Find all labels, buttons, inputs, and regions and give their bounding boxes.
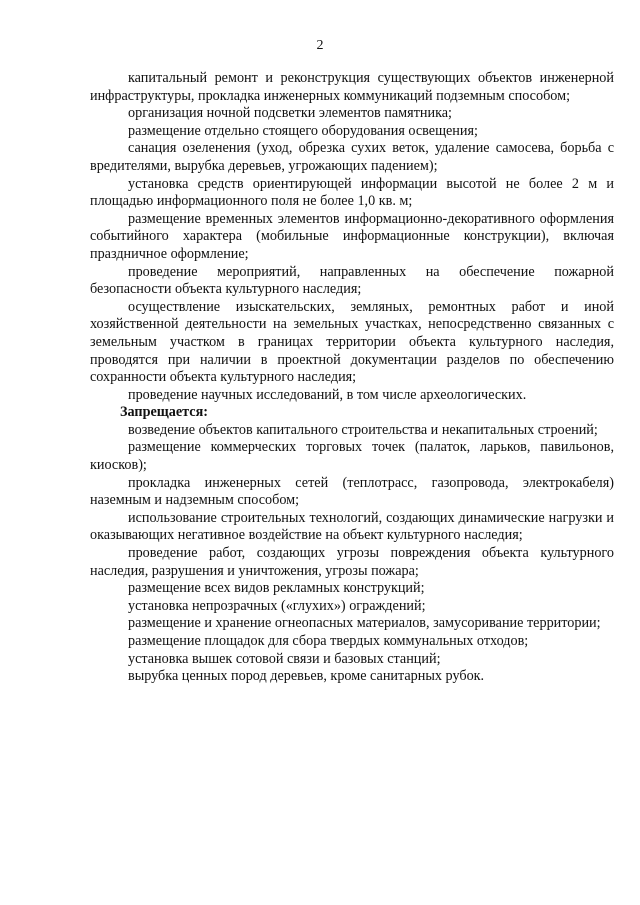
prohibited-item: размещение всех видов рекламных конструкций;	[128, 580, 425, 597]
prohibited-item: размещение площадок для сбора твердых коммунальных отходов;	[128, 633, 529, 649]
allowed-item: санация озеленения (уход, обрезка сухих веток, удаление самосева, борьба с вредителями, вырубка деревьев, угрожающих падением);	[90, 140, 614, 174]
prohibited-item: установка непрозрачных («глухих») ограждений;	[128, 597, 426, 614]
allowed-item: установка средств ориентирующей информации высотой не более 2 м и площадью информационного поля не более 1,0 кв. м;	[90, 175, 614, 210]
prohibited-item: использование строительных технологий, создающих динамические нагрузки и оказывающих негативное воздействие на объект культурного наследия;	[90, 509, 614, 544]
prohibited-item: возведение объектов капитального строительства и некапитальных строений;	[128, 421, 598, 438]
document-body	[90, 70, 614, 686]
prohibited-item: проведение работ, создающих угрозы повреждения объекта культурного наследия, разрушения и уничтожения, угрозы пожара;	[90, 545, 614, 579]
allowed-item: организация ночной подсветки элементов памятника;	[128, 105, 452, 122]
allowed-item: осуществление изыскательских, земляных, ремонтных работ и иной хозяйственной деятельности на земельных участках, непосредственно связанных с земельным участком в границах территории объекта культурного наследия, проводятся при наличии в проектной документации разделов по обеспечению сохранности объекта культурного наследия;	[90, 298, 614, 386]
allowed-item: капитальный ремонт и реконструкция существующих объектов инженерной инфраструктуры, прокладка инженерных коммуникаций подземным способом;	[90, 70, 614, 104]
allowed-item: размещение временных элементов информационно-декоративного оформления событийного характера (мобильные информационные конструкции), включая праздничное оформление;	[90, 210, 614, 262]
allowed-item: проведение научных исследований, в том числе археологических.	[128, 386, 527, 403]
prohibited-item: вырубка ценных пород деревьев, кроме санитарных рубок.	[128, 668, 485, 685]
prohibited-item: установка вышек сотовой связи и базовых станций;	[128, 650, 441, 667]
prohibited-item: прокладка инженерных сетей (теплотрасс, газопровода, электрокабеля) наземным и надземным способом;	[90, 474, 614, 509]
allowed-item: размещение отдельно стоящего оборудования освещения;	[128, 122, 478, 139]
page-number: 2	[316, 38, 324, 53]
prohibited-heading: Запрещается:	[120, 404, 208, 421]
allowed-item: проведение мероприятий, направленных на обеспечение пожарной безопасности объекта культурного наследия;	[90, 263, 614, 298]
prohibited-item: размещение коммерческих торговых точек (палаток, ларьков, павильонов, киосков);	[90, 439, 614, 474]
prohibited-item: размещение и хранение огнеопасных материалов, замусоривание территории;	[128, 615, 601, 632]
